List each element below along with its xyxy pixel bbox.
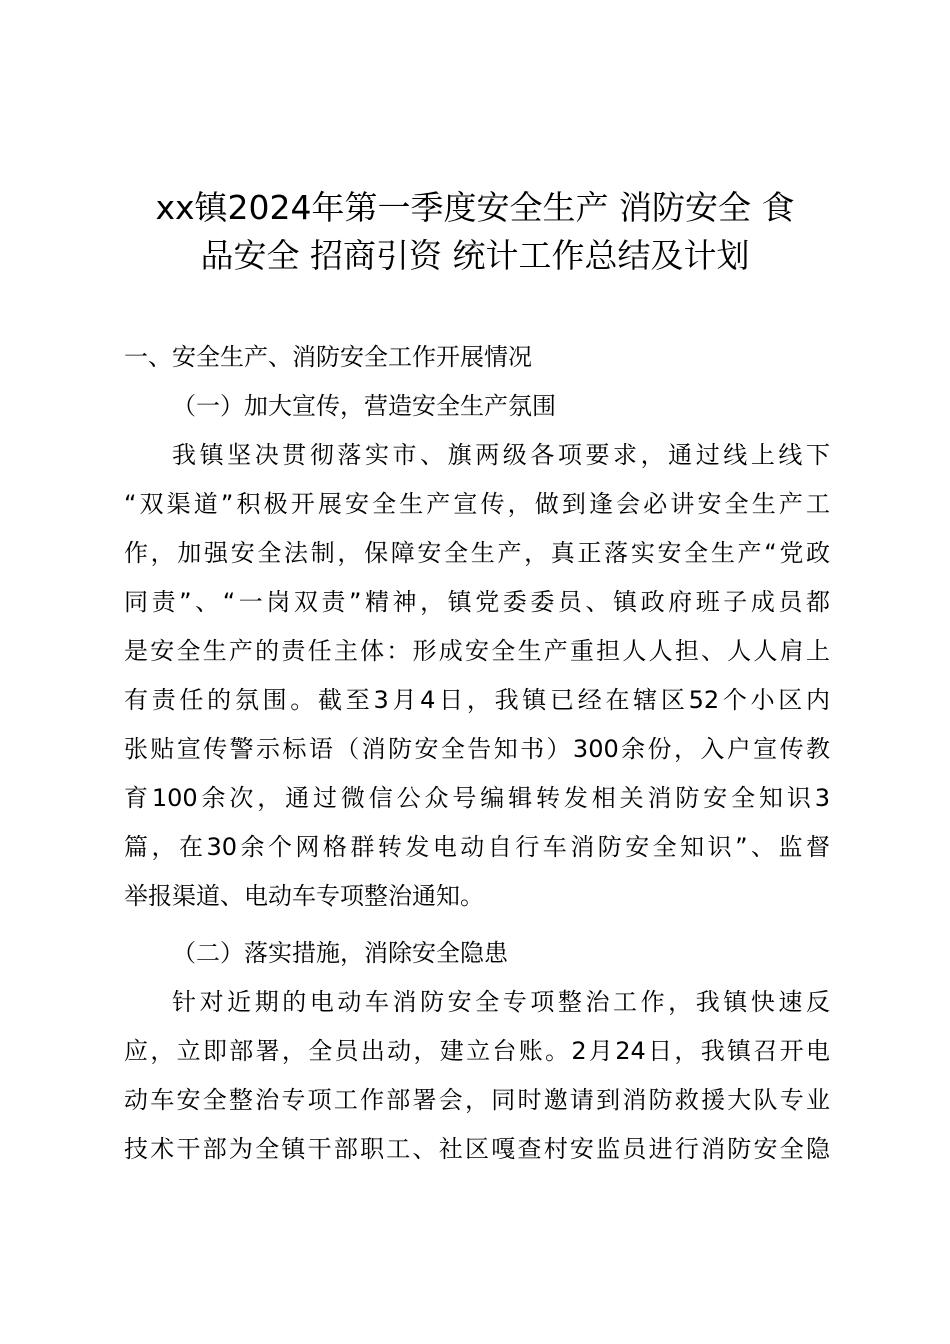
paragraph-2-line-3: 动车安全整治专项工作部署会，同时邀请到消防救援大队专业 [124, 1086, 830, 1114]
section-heading: 一、安全生产、消防安全工作开展情况 [124, 343, 532, 371]
paragraph-1-line-10: 举报渠道、电动车专项整治通知。 [124, 882, 484, 910]
paragraph-2-line-2: 应，立即部署，全员出动，建立台账。2月24日，我镇召开电 [124, 1037, 830, 1065]
paragraph-1-line-9: 篇，在30余个网格群转发电动自行车消防安全知识”、监督 [124, 833, 830, 861]
paragraph-2-line-1: 针对近期的电动车消防安全专项整治工作，我镇快速反 [172, 988, 830, 1016]
paragraph-1-line-5: 是安全生产的责任主体：形成安全生产重担人人担、人人肩上 [124, 637, 830, 665]
paragraph-1-line-4: 同责”、“一岗双责”精神，镇党委委员、镇政府班子成员都 [124, 588, 830, 616]
paragraph-1-line-6: 有责任的氛围。截至3月4日，我镇已经在辖区52个小区内 [124, 686, 830, 714]
paragraph-1-line-1: 我镇坚决贯彻落实市、旗两级各项要求，通过线上线下 [172, 441, 830, 469]
paragraph-1-line-3: 作，加强安全法制，保障安全生产，真正落实安全生产“党政 [124, 539, 830, 567]
document-title-line-2: 品安全 招商引资 统计工作总结及计划 [200, 236, 750, 275]
document-title-line-1: xx镇2024年第一季度安全生产 消防安全 食 [155, 188, 795, 227]
paragraph-1-line-2: “双渠道”积极开展安全生产宣传，做到逢会必讲安全生产工 [124, 490, 830, 518]
subsection-heading-2: （二）落实措施，消除安全隐患 [172, 939, 508, 967]
paragraph-1-line-7: 张贴宣传警示标语（消防安全告知书）300余份，入户宣传教 [124, 735, 830, 763]
paragraph-2-line-4: 技术干部为全镇干部职工、社区嘎查村安监员进行消防安全隐 [124, 1135, 830, 1163]
subsection-heading-1: （一）加大宣传，营造安全生产氛围 [172, 392, 556, 420]
paragraph-1-line-8: 育100余次，通过微信公众号编辑转发相关消防安全知识3 [124, 784, 830, 812]
